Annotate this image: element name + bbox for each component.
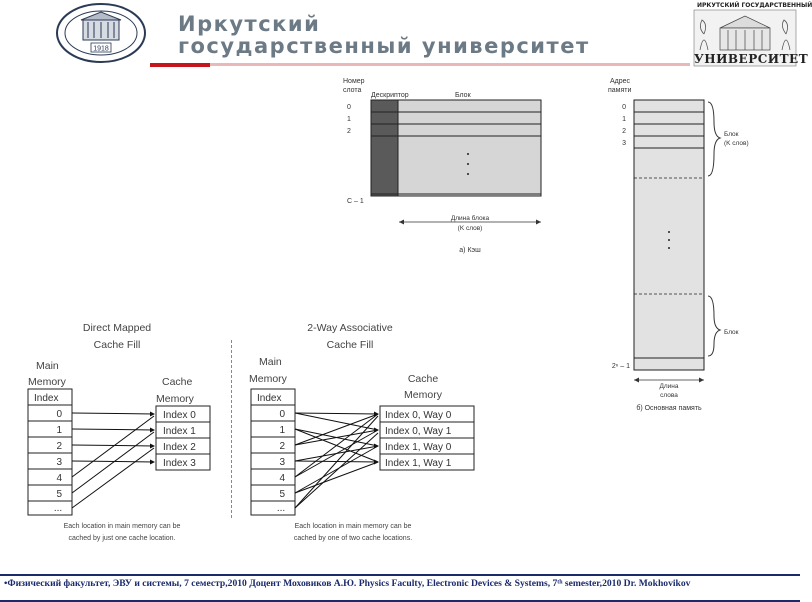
university-seal-logo [55,2,147,64]
title-block [168,6,688,60]
tw-memory-index: 2 [279,441,285,452]
block-label: Блок [455,92,471,99]
dm-memory-index: 1 [56,425,62,436]
memory-address: 2 [622,128,626,135]
dm-memory-index: ... [53,503,63,514]
dm-main-memory-label: Main [36,360,59,372]
dm-cache-entry: Index 2 [163,442,196,453]
tw-memory-index: ... [276,503,286,514]
dm-note-line2: cached by just one cache location. [68,535,176,542]
slot-index: 1 [347,116,351,123]
dm-main-memory-label-2: Memory [28,376,66,388]
tw-cache-entry: Index 1, Way 0 [385,442,452,453]
header-divider [210,63,690,66]
tw-memory-index: 5 [279,489,285,500]
direct-mapped-diagram [22,315,232,545]
tw-cache-memory-label-2: Memory [404,389,442,401]
memory-last-address: 2ⁿ – 1 [611,363,630,370]
header-accent-bar [150,63,210,67]
dm-cache-entry: Index 1 [163,426,196,437]
block-label-2: Блок [724,329,739,336]
tw-title-line2: Cache Fill [326,339,374,351]
tw-memory-index: 3 [279,457,285,468]
address-label: Адрес [610,78,631,85]
dm-cache-memory-label: Cache [162,376,193,388]
dm-memory-index: 0 [56,409,62,420]
tw-main-memory-label-2: Memory [249,373,287,385]
memory-address: 1 [622,116,626,123]
address-label-2: памяти [608,87,632,94]
tw-memory-index: 1 [279,425,285,436]
dm-title-line2: Cache Fill [93,339,141,351]
two-way-associative-diagram [243,315,483,545]
tw-cache-entry: Index 1, Way 1 [385,458,452,469]
dm-memory-index: 3 [56,457,62,468]
slot-last: C – 1 [347,198,364,205]
diagram-divider [231,340,232,518]
memory-caption: б) Основная память [636,405,702,412]
slot-index: 2 [347,128,351,135]
slot-number-label-2: слота [343,87,362,94]
tw-memory-index: 0 [279,409,285,420]
dm-note-line1: Each location in main memory can be [63,523,181,530]
dm-memory-index: 2 [56,441,62,452]
page-title-line2: государственный университет [178,34,590,58]
right-logo-wordmark: УНИВЕРСИТЕТ [694,52,809,66]
dm-cache-entry: Index 3 [163,458,196,469]
tw-cache-entry: Index 0, Way 1 [385,426,452,437]
dm-memory-index: 5 [56,489,62,500]
cache-structure-diagram [335,72,565,262]
dm-memory-index: 4 [56,473,62,484]
footer-text: •Физический факультет, ЭВУ и системы, 7 семестр,2010 Доцент Моховиков А.Ю. Physics Faculty, Electronic Devices & Systems, 7ᵗʰ semester,2010 Dr. Mokhovikov [4,578,691,589]
dm-cache-memory-label-2: Memory [156,393,194,405]
dm-cache-entry: Index 0 [163,410,196,421]
memory-address: 0 [622,104,626,111]
tw-note-line1: Each location in main memory can be [294,523,412,530]
block-length-label: Длина блока [450,215,490,222]
word-length-label-2: слова [660,392,678,399]
word-length-label: Длина [659,383,679,390]
tw-index-header: Index [257,393,282,404]
tw-cache-entry: Index 0, Way 0 [385,410,452,421]
block-k-label: Блок [724,131,739,138]
dm-index-header: Index [34,393,59,404]
dm-title-line1: Direct Mapped [82,322,152,334]
right-logo-caption: ИРКУТСКИЙ ГОСУДАРСТВЕННЫЙ [697,2,812,9]
page-title-line1: Иркутский [178,12,321,36]
tw-memory-index: 4 [279,473,285,484]
slot-number-label: Номер [343,78,365,85]
descriptor-label: Дескриптор [371,92,409,99]
main-memory-diagram [590,72,770,417]
block-length-label-2: (K слов) [457,225,483,232]
block-k-label-2: (K слов) [724,140,749,147]
tw-note-line2: cached by one of two cache locations. [293,535,413,542]
memory-address: 3 [622,140,626,147]
tw-main-memory-label: Main [259,356,282,368]
cache-caption: а) Кэш [459,247,481,254]
logo-year: 1918 [93,45,109,53]
slot-index: 0 [347,104,351,111]
tw-cache-memory-label: Cache [407,373,439,385]
tw-title-line1: 2-Way Associative [307,322,393,334]
